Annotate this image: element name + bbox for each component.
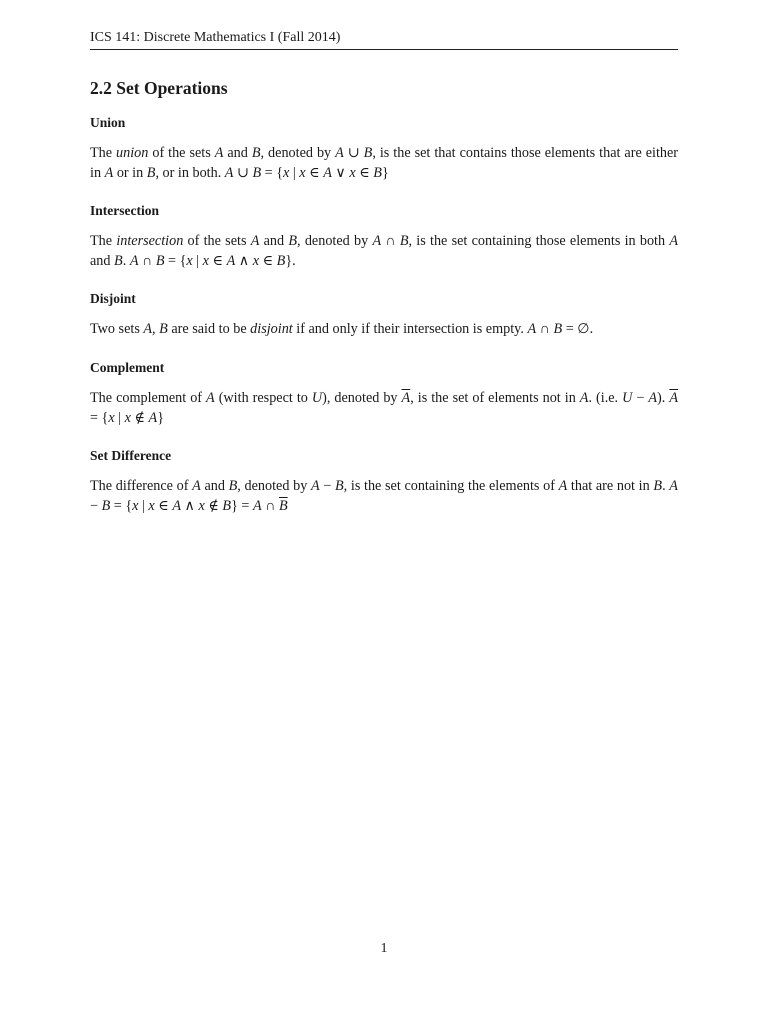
topic-intersection xyxy=(90,203,678,271)
topic-definition: The complement of A (with respect to U), denoted by $\overline{A}$, is the set of elements not in A. (i.e. U − A). $\overline{A} = \{x$ | x ∉ A} xyxy=(90,390,678,426)
topic-heading: Complement xyxy=(90,360,165,375)
topic-definition: The intersection of the sets A and B, denoted by A ∩ B, is the set containing those elements in both A and B. A ∩ B = {x | x ∈ A ∧ x ∈ B}. xyxy=(90,233,679,269)
topic-union xyxy=(90,115,678,183)
page-number: 1 xyxy=(380,941,388,956)
topic-complement xyxy=(90,360,678,428)
topic-heading: Set Difference xyxy=(90,448,172,463)
topic-definition: The difference of A and B, denoted by A − B, is the set containing the elements of A that are not in B. A − B = {x | x ∈ A ∧ x ∉ B} = A ∩ $\overline{B}$ xyxy=(90,478,678,514)
topic-disjoint xyxy=(90,291,678,340)
document-page xyxy=(90,0,678,1024)
topic-heading: Intersection xyxy=(90,203,159,218)
section-title: 2.2 Set Operations xyxy=(90,78,228,98)
topic-definition: Two sets A, B are said to be disjoint if and only if their intersection is empty. A ∩ B = ∅. xyxy=(90,321,594,337)
topic-definition: The union of the sets A and B, denoted by A ∪ B, is the set that contains those elements that are either in A or in B, or in both. A ∪ B = {x | x ∈ A ∨ x ∈ B} xyxy=(90,145,679,181)
topic-set-difference xyxy=(90,448,678,516)
running-header: ICS 141: Discrete Mathematics I (Fall 2014) xyxy=(90,29,678,50)
topic-heading: Union xyxy=(90,115,126,130)
topic-heading: Disjoint xyxy=(90,291,136,306)
